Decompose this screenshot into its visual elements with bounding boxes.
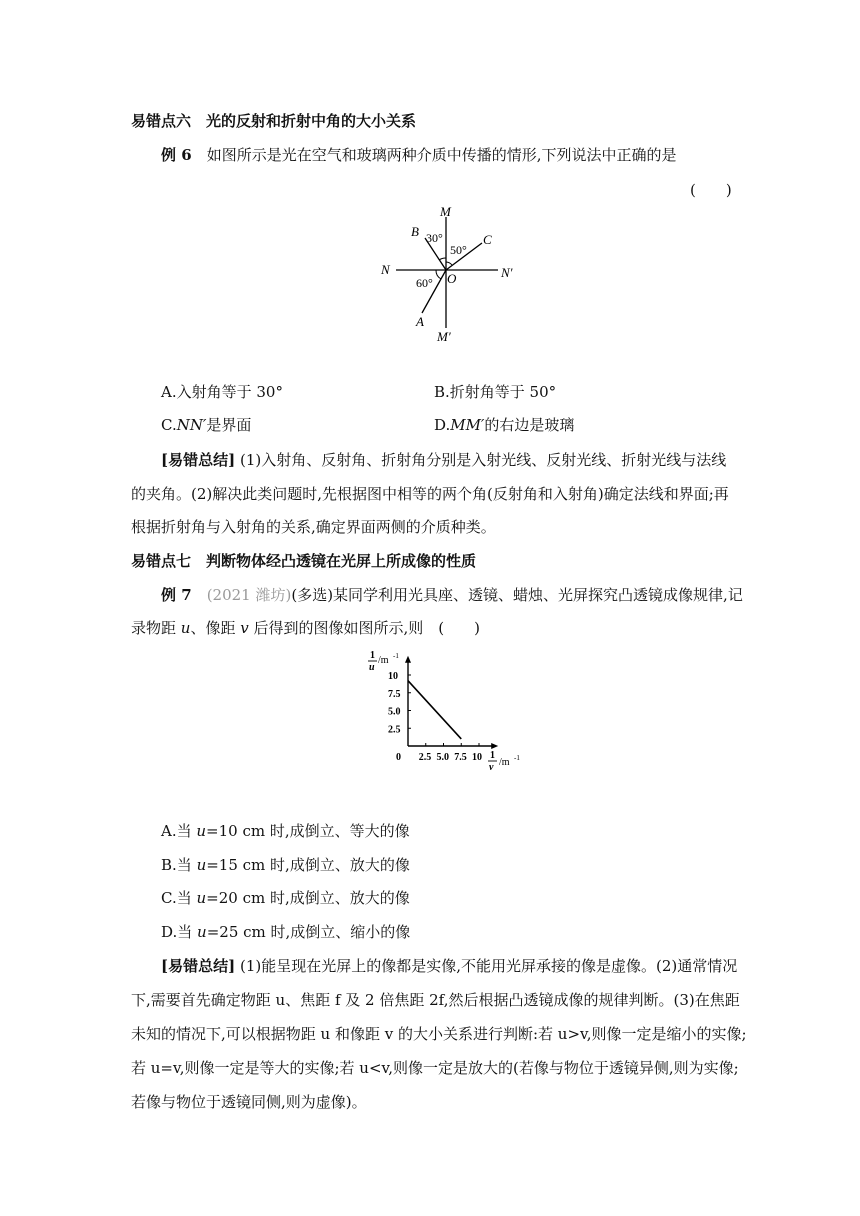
example-7-text-1: (多选)某同学利用光具座、透镜、蜡烛、光屏探究凸透镜成像规律,记	[291, 586, 743, 604]
label-N: N	[381, 262, 390, 277]
option-6-C	[161, 415, 251, 435]
summary-7-line-3: 未知的情况下,可以根据物距 u 和像距 v 的大小关系进行判断:若 u>v,则像一定是缩小的实像;	[131, 1025, 747, 1043]
option-7-D	[161, 922, 410, 942]
label-M: M	[440, 204, 451, 219]
option-7-D-text: =25 cm 时,成倒立、缩小的像	[206, 923, 411, 941]
y-tick-label: 7.5	[388, 688, 401, 700]
summary-6-text-1: (1)入射角、反射角、折射角分别是入射光线、反射光线、折射光线与法线	[235, 451, 727, 469]
option-7-D-u: u	[197, 923, 207, 941]
x-tick-label: 7.5	[454, 752, 467, 763]
answer-blank-6: ( )	[690, 181, 732, 199]
label-N-prime: N′	[501, 265, 513, 280]
label-C: C	[483, 232, 492, 247]
summary-7-line-5: 若像与物位于透镜同侧,则为虚像)。	[131, 1093, 367, 1111]
y-axis-arrow	[405, 656, 411, 663]
chart-axes	[405, 656, 498, 749]
symbol-v: v	[240, 619, 249, 637]
summary-6-line-2: 的夹角。(2)解决此类问题时,先根据图中相等的两个角(反射角和入射角)确定法线和界面;再	[131, 485, 729, 503]
svg-text:/m: /m	[499, 757, 510, 768]
option-7-B-text: =15 cm 时,成倒立、放大的像	[206, 856, 410, 874]
angle-60: 60°	[416, 276, 433, 290]
x-axis-label	[488, 750, 520, 773]
label-A: A	[416, 314, 424, 329]
y-tick-label: 5.0	[388, 706, 401, 718]
summary-6-line-1	[161, 450, 726, 470]
example-7-label: 例 7	[161, 586, 192, 604]
section-7-title: 易错点七 判断物体经凸透镜在光屏上所成像的性质	[131, 552, 477, 570]
option-6-D-prefix: D.	[434, 416, 451, 434]
section-6-title: 易错点六 光的反射和折射中角的大小关系	[131, 112, 417, 130]
option-7-C-u: u	[196, 889, 207, 907]
summary-7-label: [易错总结]	[161, 957, 236, 975]
example-7-line-1	[161, 585, 743, 605]
summary-6-line-3: 根据折射角与入射角的关系,确定界面两侧的介质种类。	[131, 518, 496, 536]
summary-6-label: [易错总结]	[161, 451, 236, 469]
option-6-D-symbol: MM′	[450, 416, 485, 434]
label-B: B	[411, 224, 419, 239]
option-7-C-prefix: C.当	[161, 889, 197, 907]
chart-ticks	[388, 671, 482, 763]
option-7-B-u: u	[196, 856, 207, 874]
symbol-u: u	[180, 619, 191, 637]
summary-7-text-1: (1)能呈现在光屏上的像都是实像,不能用光屏承接的像是虚像。(2)通常情况	[235, 957, 738, 975]
summary-7-line-4: 若 u=v,则像一定是等大的实像;若 u<v,则像一定是放大的(若像与物位于透镜异侧,则为实像;	[131, 1059, 739, 1077]
summary-7-line-1	[161, 956, 737, 976]
option-7-A-prefix: A.当	[161, 822, 197, 840]
angle-50: 50°	[450, 243, 467, 257]
option-6-C-prefix: C.	[161, 416, 177, 434]
refraction-diagram	[370, 200, 530, 345]
option-6-A: A.入射角等于 30°	[161, 383, 283, 401]
option-6-D	[434, 415, 574, 435]
option-7-A	[161, 821, 410, 841]
x-tick-label: 2.5	[418, 752, 432, 763]
option-7-B-prefix: B.当	[161, 856, 197, 874]
svg-text:1: 1	[370, 650, 375, 661]
option-7-C-text: =20 cm 时,成倒立、放大的像	[206, 889, 410, 907]
data-line	[408, 681, 461, 739]
chart-series	[408, 681, 461, 739]
lens-graph	[362, 648, 532, 778]
svg-text:u: u	[369, 662, 375, 673]
option-7-A-u: u	[196, 822, 207, 840]
summary-7-line-2: 下,需要首先确定物距 u、焦距 f 及 2 倍焦距 2f,然后根据凸透镜成像的规律判断。(3)在焦距	[131, 991, 740, 1009]
x-tick-label: 10	[472, 752, 482, 763]
option-6-C-symbol: NN′	[176, 416, 207, 434]
example-7-text-2b: 、像距	[190, 619, 241, 637]
angle-30: 30°	[426, 231, 443, 245]
option-7-B	[161, 855, 410, 875]
option-7-D-prefix: D.当	[161, 923, 198, 941]
x-axis-arrow	[491, 743, 498, 749]
example-7-text-2a: 录物距	[131, 619, 181, 637]
option-6-D-text: 的右边是玻璃	[484, 416, 575, 434]
example-6-text: 如图所示是光在空气和玻璃两种介质中传播的情形,下列说法中正确的是	[206, 146, 677, 164]
svg-text:-1: -1	[514, 754, 520, 762]
y-tick-label: 10	[388, 671, 398, 682]
svg-text:-1: -1	[393, 652, 399, 660]
option-6-B: B.折射角等于 50°	[434, 383, 557, 401]
x-tick-label: 0	[396, 752, 401, 763]
option-7-C	[161, 888, 410, 908]
svg-text:/m: /m	[378, 655, 389, 666]
label-O: O	[447, 271, 457, 286]
x-tick-label: 5.0	[436, 752, 449, 763]
option-7-A-text: =10 cm 时,成倒立、等大的像	[206, 822, 410, 840]
svg-text:v: v	[489, 762, 494, 773]
y-axis-label	[368, 650, 399, 673]
example-7-text-2c: 后得到的图像如图所示,则 ( )	[248, 619, 480, 637]
y-tick-label: 2.5	[388, 724, 401, 736]
example-6-question	[161, 145, 676, 165]
label-M-prime: M′	[437, 329, 451, 344]
example-6-label: 例 6	[161, 146, 192, 164]
svg-text:1: 1	[490, 750, 495, 761]
example-7-source: (2021 潍坊)	[206, 586, 292, 604]
example-7-line-2	[131, 618, 480, 638]
option-6-C-text: 是界面	[206, 416, 252, 434]
